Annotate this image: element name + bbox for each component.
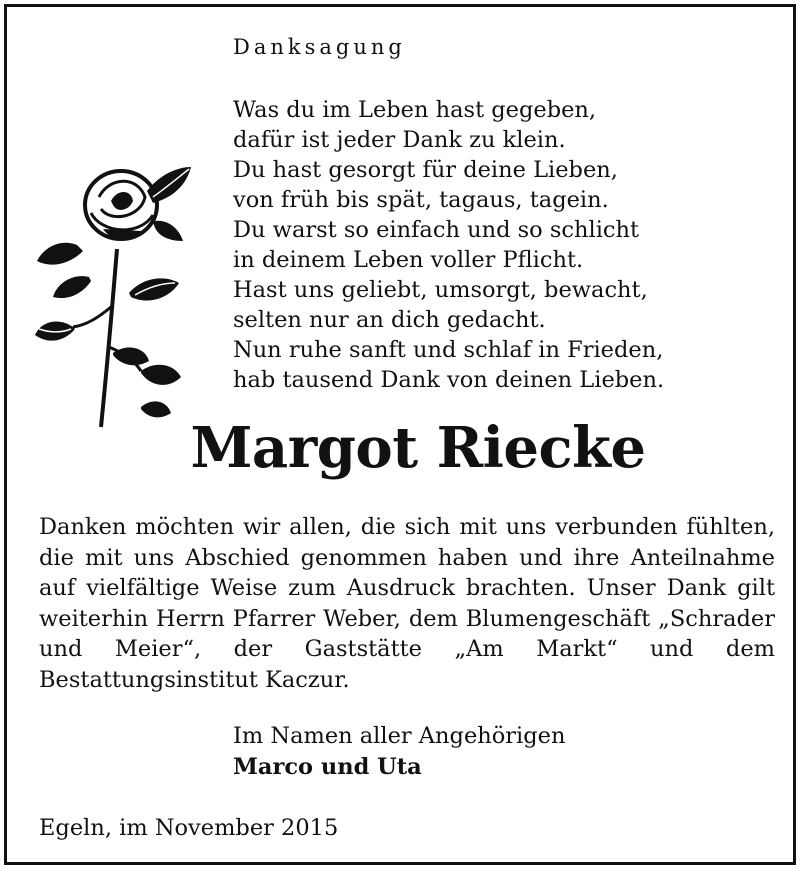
signoff-line: Im Namen aller Angehörigen <box>233 723 566 749</box>
obituary-notice <box>4 4 796 865</box>
place-date: Egeln, im November 2015 <box>39 815 339 841</box>
poem <box>233 95 664 395</box>
signers: Marco und Uta <box>233 754 422 780</box>
poem-line: Du warst so einfach und so schlicht <box>233 217 640 243</box>
poem-line: Was du im Leben hast gegeben, <box>233 97 597 123</box>
poem-line: in deinem Leben voller Pflicht. <box>233 247 584 273</box>
deceased-name: Margot Riecke <box>190 415 646 481</box>
poem-line: selten nur an dich gedacht. <box>233 307 546 333</box>
poem-line: Hast uns geliebt, umsorgt, bewacht, <box>233 277 648 303</box>
notice-heading: Danksagung <box>233 35 406 59</box>
poem-line: hab tausend Dank von deinen Lieben. <box>233 367 665 393</box>
poem-line: von früh bis spät, tagaus, tagein. <box>233 187 609 213</box>
thanks-paragraph: Danken möchten wir allen, die sich mit uns verbunden fühlten, die mit uns Abschied genommen haben und ihre Anteilnahme auf vielfältige Weise zum Ausdruck brachten. Unser Dank gilt weiterhin Herrn Pfarrer Weber, dem Blumengeschäft „Schrader und Meier“, der Gaststätte „Am Markt“ und dem Bestattungsinstitut Kaczur. <box>39 514 775 693</box>
poem-line: Du hast gesorgt für deine Lieben, <box>233 157 618 183</box>
poem-line: dafür ist jeder Dank zu klein. <box>233 127 566 153</box>
signoff-block <box>233 721 565 783</box>
poem-line: Nun ruhe sanft und schlaf in Frieden, <box>233 337 664 363</box>
rose-icon <box>29 157 199 437</box>
